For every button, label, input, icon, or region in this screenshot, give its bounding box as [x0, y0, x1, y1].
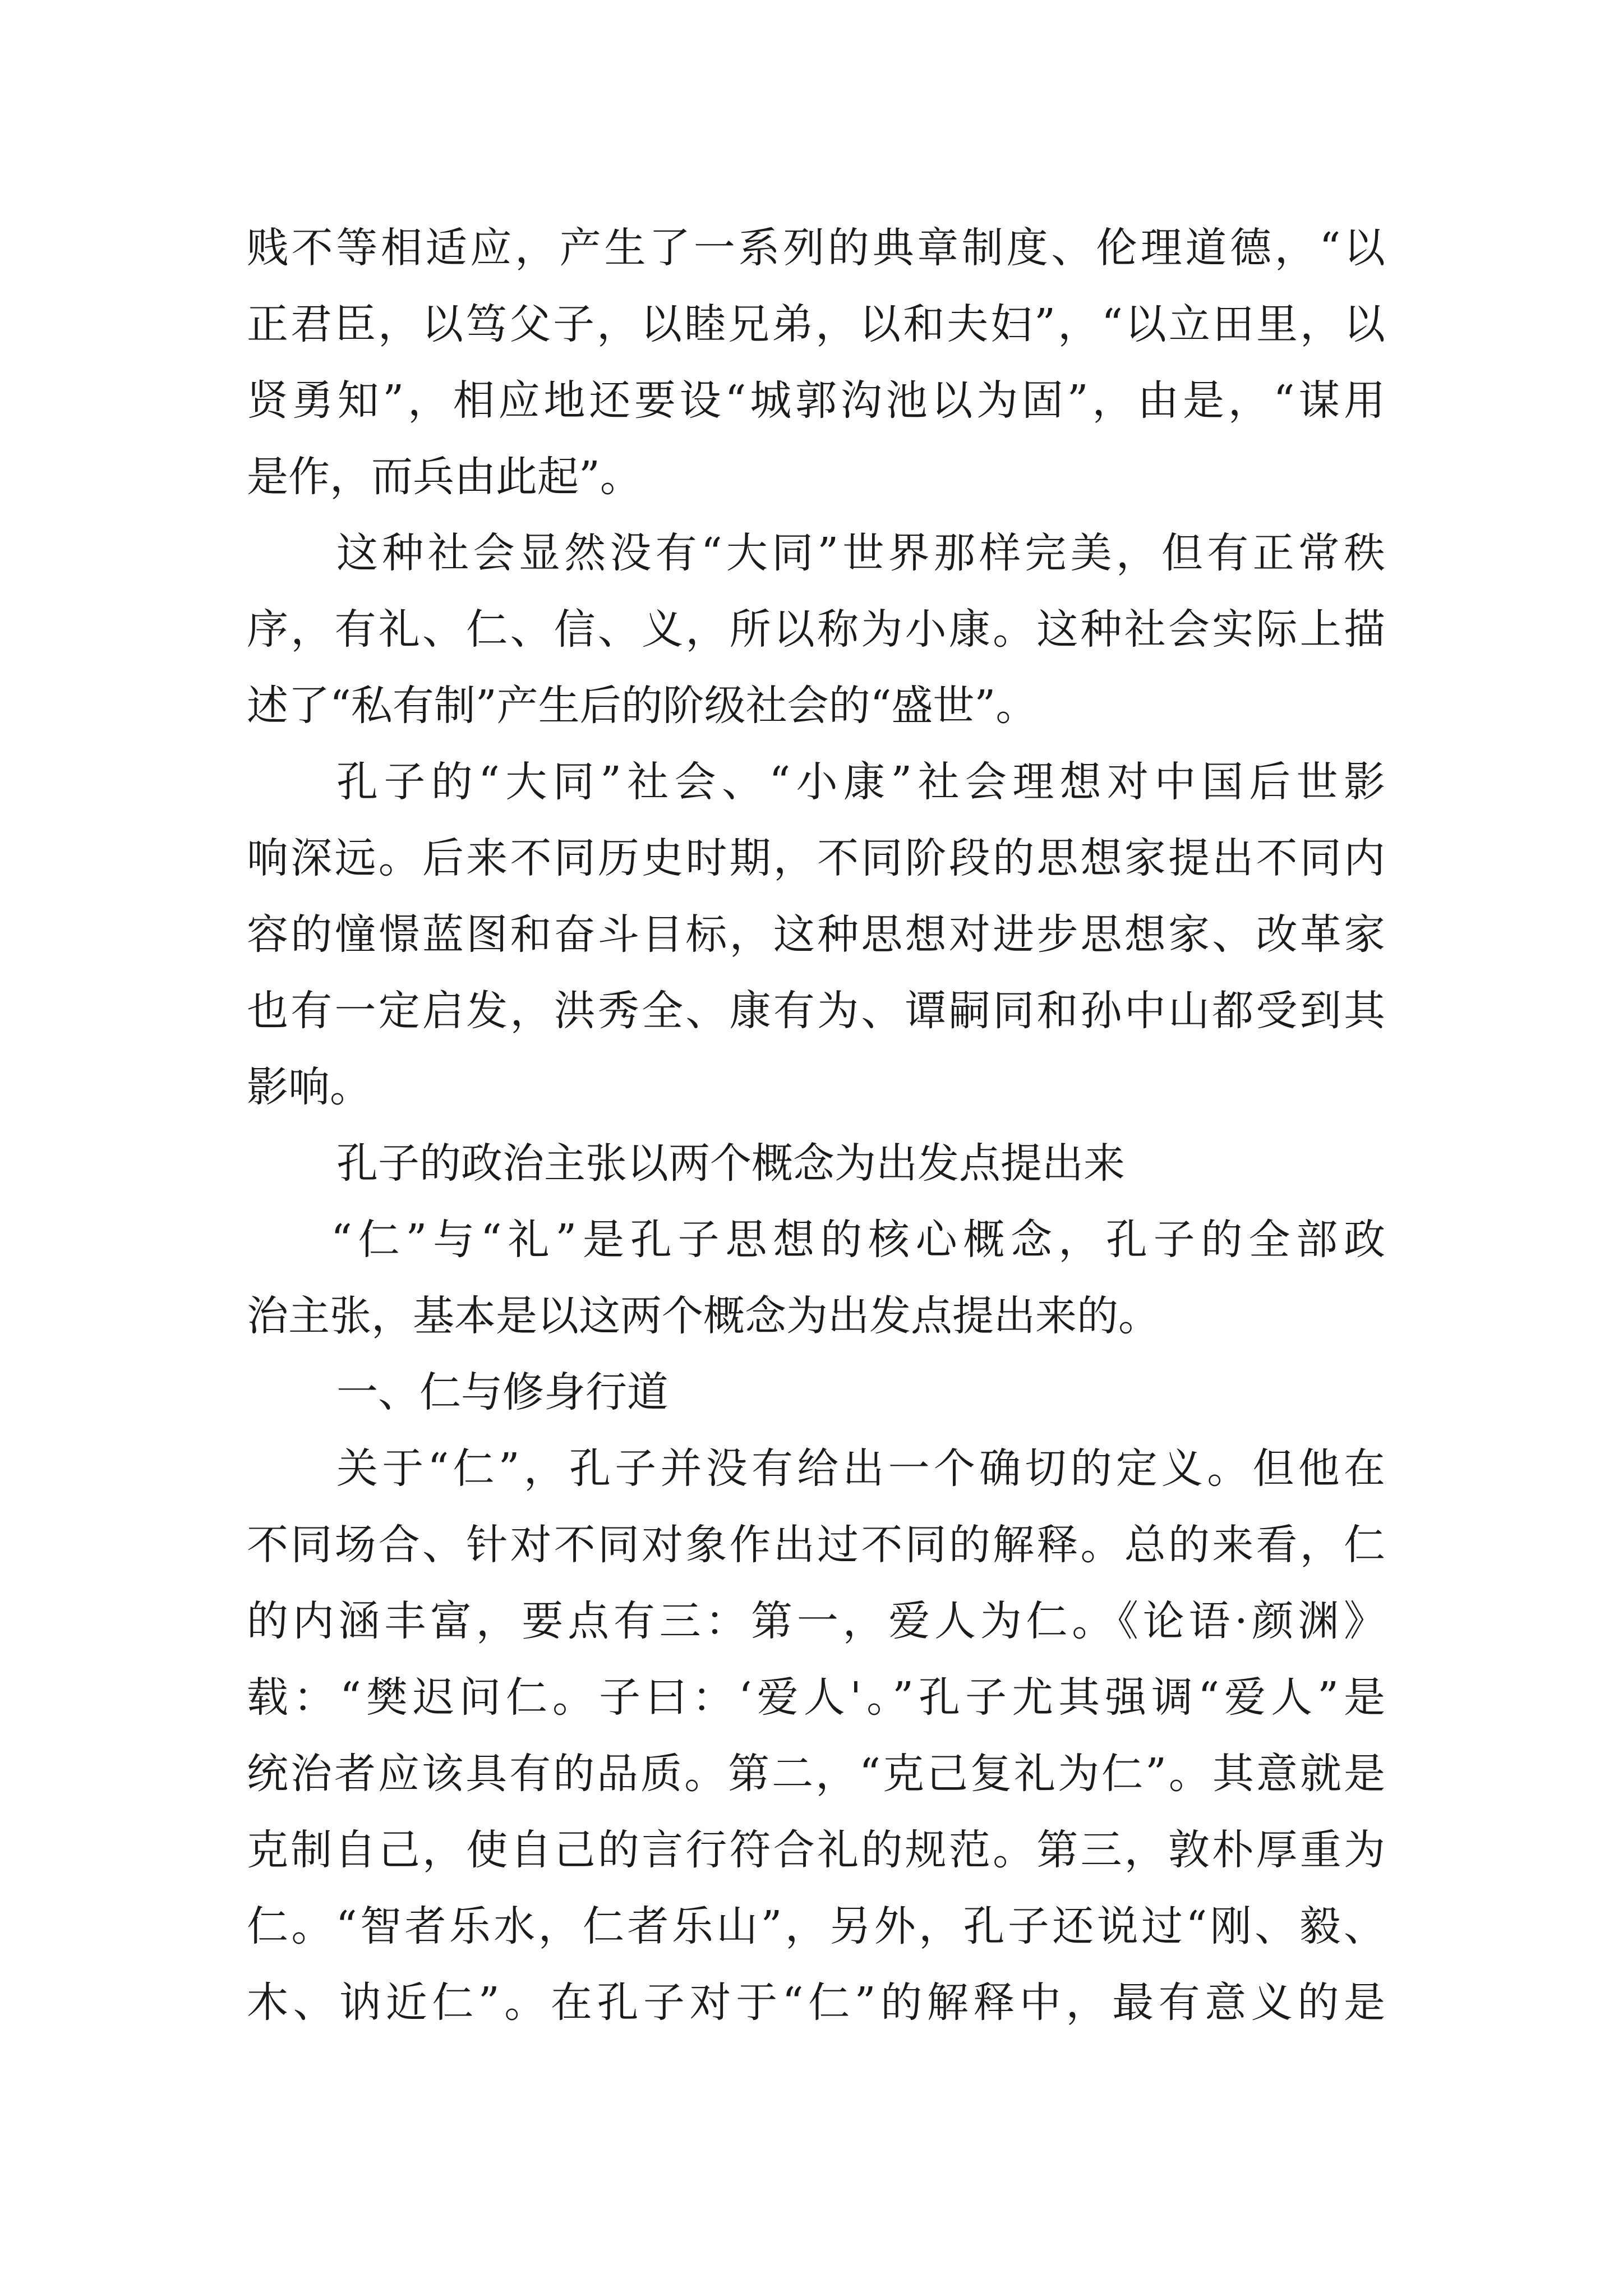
text-line: 木、讷近仁”。在孔子对于“仁”的解释中，最有意义的是: [247, 1978, 1385, 2027]
text-line: 响深远。后来不同历史时期，不同阶段的思想家提出不同内: [247, 834, 1385, 882]
text-line: 关于“仁”，孔子并没有给出一个确切的定义。但他在: [336, 1444, 1385, 1493]
text-line: 这种社会显然没有“大同”世界那样完美，但有正常秩: [336, 529, 1385, 577]
text-line: 正君臣，以笃父子，以睦兄弟，以和夫妇”，“以立田里，以: [247, 300, 1385, 348]
section-heading: 孔子的政治主张以两个概念为出发点提出来: [336, 1139, 1125, 1188]
text-line: 统治者应该具有的品质。第二，“克己复礼为仁”。其意就是: [247, 1750, 1385, 1798]
text-line: 影响。: [247, 1063, 371, 1111]
text-line: 孔子的“大同”社会、“小康”社会理想对中国后世影: [336, 758, 1385, 806]
text-line: 贤勇知”，相应地还要设“城郭沟池以为固”，由是，“谋用: [247, 376, 1385, 425]
text-line: 序，有礼、仁、信、义，所以称为小康。这种社会实际上描: [247, 605, 1385, 654]
text-line: 仁。“智者乐水，仁者乐山”，另外，孔子还说过“刚、毅、: [247, 1902, 1385, 1950]
text-line: 治主张，基本是以这两个概念为出发点提出来的。: [247, 1292, 1160, 1340]
text-line: 述了“私有制”产生后的阶级社会的“盛世”。: [247, 682, 1038, 730]
text-line: 克制自己，使自己的言行符合礼的规范。第三，敦朴厚重为: [247, 1826, 1385, 1874]
text-line: 贱不等相适应，产生了一系列的典章制度、伦理道德，“以: [247, 224, 1385, 272]
text-line: “仁”与“礼”是孔子思想的核心概念，孔子的全部政: [331, 1216, 1385, 1264]
text-line: 是作，而兵由此起”。: [247, 453, 642, 501]
text-line: 的内涵丰富，要点有三：第一，爱人为仁。《论语·颜渊》: [247, 1597, 1385, 1645]
text-line: 也有一定启发，洪秀全、康有为、谭嗣同和孙中山都受到其: [247, 987, 1385, 1035]
text-line: 不同场合、针对不同对象作出过不同的解释。总的来看，仁: [247, 1521, 1385, 1569]
subsection-heading: 一、仁与修身行道: [336, 1368, 668, 1416]
text-line: 容的憧憬蓝图和奋斗目标，这种思想对进步思想家、改革家: [247, 910, 1385, 959]
text-line: 载：“樊迟问仁。子曰：‘爱人'。”孔子尤其强调“爱人”是: [247, 1673, 1385, 1722]
body-text: [247, 210, 1385, 2041]
